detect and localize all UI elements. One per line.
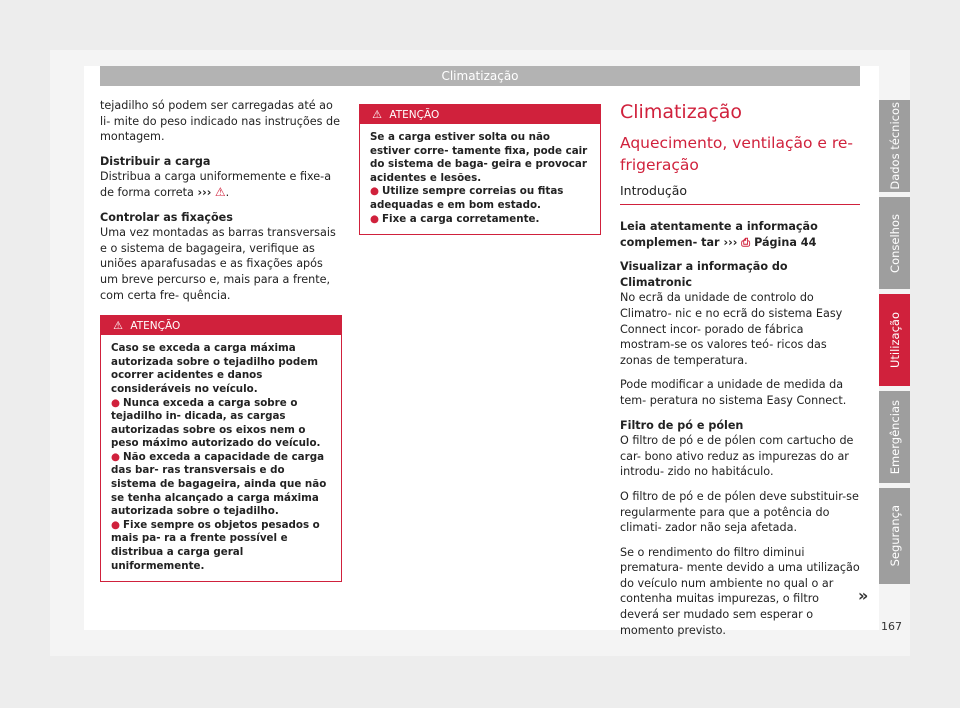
reference-arrows[interactable]: ››› (723, 235, 738, 249)
tab-utilizacao[interactable]: Utilização (879, 294, 910, 386)
warning-lead: Caso se exceda a carga máxima autorizada sobre o tejadilho podem ocorrer acidentes e danos consideráveis no veículo. (111, 342, 318, 395)
climatronic-heading: Visualizar a informação do Climatronic (620, 260, 788, 289)
tab-emergencias[interactable]: Emergências (879, 391, 910, 483)
bullet-icon: ● (111, 518, 120, 531)
bullet-icon: ● (111, 396, 120, 409)
distribute-text: Distribua a carga uniformemente e fixe-a de forma correta (100, 170, 332, 199)
warning-triangle-icon: ⚠ (113, 319, 123, 333)
tab-conselhos[interactable]: Conselhos (879, 197, 910, 289)
right-column (620, 100, 860, 647)
intro-lead: Leia atentamente a informação complemen- tar ››› ⎙ Página 44 (620, 220, 818, 249)
reference-arrows[interactable]: ››› (197, 185, 212, 199)
control-section (100, 210, 342, 304)
warning-header (101, 316, 341, 335)
filter-replace-text: O filtro de pó e de pólen deve substituir-se regularmente para que a potência do climati- zador não seja afetada. (620, 489, 859, 535)
intro-text: tejadilho só podem ser carregadas até ao li- mite do peso indicado nas instruções de montagem. (100, 99, 340, 144)
warning-lead: Se a carga estiver solta ou não estiver corre- tamente fixa, pode cair do sistema de baga- geira e provocar acidentes e lesões. (370, 131, 588, 184)
warning-bullet: ● Utilize sempre correias ou fitas adequadas e em bom estado. (370, 185, 564, 211)
warning-triangle-icon: ⚠ (372, 108, 382, 121)
tab-seguranca[interactable]: Segurança (879, 488, 910, 584)
bullet-icon: ● (111, 450, 120, 463)
chapter-header: Climatização (100, 66, 860, 86)
filter-text: O filtro de pó e de pólen com cartucho de car- bono ativo reduz as impurezas do ar introdu- zido no habitáculo. (620, 434, 854, 479)
tab-dados-tecnicos[interactable]: Dados técnicos (879, 100, 910, 192)
warning-bullet: ● Não exceda a capacidade de carga das bar- ras transversais e do sistema de bagageira, ainda que não se tenha alcançado a carga máxima autorizada sobre o tejadilho. (111, 450, 327, 518)
distribute-heading: Distribuir a carga (100, 154, 211, 168)
warning-bullet: ● Fixe a carga corretamente. (370, 212, 540, 225)
bullet-icon: ● (370, 212, 379, 225)
book-reference-icon: ⎙ (741, 235, 751, 249)
warning-box-roof-load (100, 315, 342, 582)
left-column (100, 98, 342, 582)
filter-heading: Filtro de pó e pólen (620, 418, 744, 432)
unit-text: Pode modificar a unidade de medida da tem- peratura no sistema Easy Connect. (620, 378, 847, 407)
warning-bullet: ● Nunca exceda a carga sobre o tejadilho in- dicada, as cargas autorizadas sobre os eixos nem o peso máximo autorizado do veículo. (111, 396, 321, 450)
control-heading: Controlar as fixações (100, 210, 233, 224)
warning-body (101, 335, 341, 581)
continue-arrow-icon: » (858, 586, 869, 605)
warning-triangle-icon[interactable]: ⚠ (214, 184, 226, 199)
climatronic-section (620, 259, 860, 368)
page-number: 167 (881, 620, 902, 633)
bullet-icon: ● (370, 185, 379, 198)
warning-bullet: ● Fixe sempre os objetos pesados o mais pa- ra a frente possível e distribua a carga geral uniformemente. (111, 518, 320, 572)
chapter-title: Climatização (620, 101, 743, 123)
middle-column (359, 104, 601, 235)
filter-section (620, 418, 860, 480)
page-reference-link[interactable]: Página 44 (754, 235, 817, 249)
warning-box-loose-cargo (359, 104, 601, 235)
distribute-section: Distribuir a carga Distribua a carga uniformemente e fixe-a de forma correta ››› ⚠. (100, 154, 342, 201)
warning-title: ATENÇÃO (130, 320, 181, 333)
control-text: Uma vez montadas as barras transversais e o sistema de bagageira, verifique as uniões aparafusadas e as fixações após um breve percurso e, mais para a frente, com certa fre- quência. (100, 226, 336, 302)
section-title: Aquecimento, ventilação e re- frigeração (620, 134, 854, 174)
subsection-title: Introdução (620, 182, 860, 205)
climatronic-text: No ecrã da unidade de controlo do Climatro- nic e no ecrã do sistema Easy Connect incor- porado de fábrica mostram-se os valores teó- ricos das zonas de temperatura. (620, 291, 843, 367)
filter-premature-text: Se o rendimento do filtro diminui prematura- mente devido a uma utilização do veículo num ambiente no qual o ar contenha muitas impurezas, o filtro deverá ser mudado sem esperar o momento previsto. (620, 545, 860, 637)
warning-body (360, 124, 600, 234)
warning-header (360, 105, 600, 124)
warning-title: ATENÇÃO (389, 109, 440, 121)
